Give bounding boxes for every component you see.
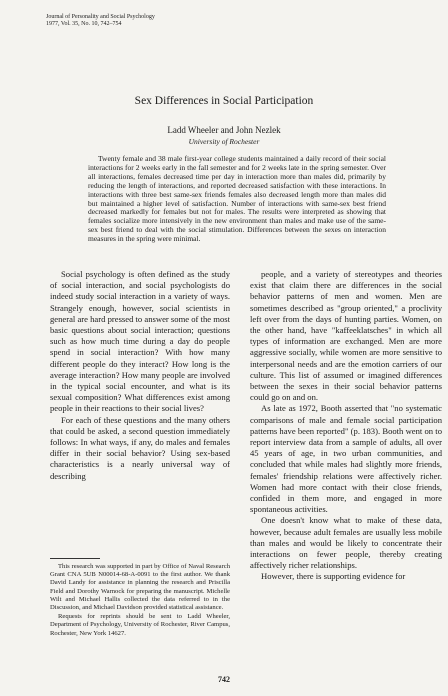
article-title: Sex Differences in Social Participation [134,95,314,107]
footnote [50,563,230,639]
journal-name: Journal of Personality and Social Psychology [46,14,155,20]
right-column [250,269,442,583]
body-paragraph: As late as 1972, Booth asserted that "no systematic comparisons of male and female social participation patterns have been reported" (p. 183). Booth went on to report interview data from a sample of adults, all over 45 years of age, in two urban communities, and concluded that while males had slightly more friends, females' friendship relations were affectively richer. Women had more contact with their close friends, confided in them more, and engaged in more spontaneous activities. [250,403,442,515]
journal-volume: 1977, Vol. 35, No. 10, 742–754 [46,20,122,27]
body-paragraph: However, there is supporting evidence for [261,571,406,582]
body-paragraph: people, and a variety of stereotypes and theories exist that claim there are differences in the social behavior patterns of men and women. Men are sometimes described as "group oriented," a proclivity left over from the days of hunting parties. Women, on the other hand, have "kaffeeklatsches" in which all types of information are exchanged. Men are more aggressive socially, while women are more sensitive to interpersonal needs and are the emotion carriers of our culture. This list of assumed or imagined differences between the sexes in their social behavior patterns could go on and on. [250,269,442,403]
page-number: 742 [218,675,230,684]
abstract: Twenty female and 38 male first-year college students maintained a daily record of their social interactions for 2 weeks early in the fall semester and for 2 weeks late in the spring semester. Over all interactions, females decreased time per day in interaction more than males did, primarily by reducing the length of interactions, and reported decreased satisfaction with these interactions. In interactions with three best same-sex friends females also decreased length more than males did but maintained a higher level of satisfaction. Number of interactions with same-sex best friend decreased markedly for females but not for males. The results were interpreted as showing that females socialize more intensively in the new environment than males and make use of the same-sex best friend to deal with the social stimulation. Differences between the sexes on interaction measures in the spring were minimal. [88,154,386,244]
footnote-reprint-request: Requests for reprints should be sent to Ladd Wheeler, Department of Psychology, University of Rochester, River Campus, Rochester, New York 14627. [50,613,230,637]
body-paragraph: Social psychology is often defined as the study of social interaction, and social psychologists do indeed study social interaction in a variety of ways. Strangely enough, however, social scientists in general are hard pressed to answer some of the most basic questions about social interaction; questions such as how much time during a day do people spend in social interaction? With how many different people do they interact? How long is the average interaction? How many people are involved in the typical social encounter, and what is its sexual composition? What differences exist among people in their reactions to their social lives? [50,269,230,414]
journal-header [46,14,155,27]
body-paragraph: For each of these questions and the many others that could be asked, a second question immediately follows: In what ways, if any, do males and females differ in their social behavior? Using sex-based characteristics is a nearly universal way of describing [50,414,230,481]
left-column [50,269,230,482]
body-paragraph: One doesn't know what to make of these data, however, because adult females are usually less mobile than males and would be likely to concentrate their interactions on fewer people, thereby creating affectively richer relationships. [250,515,442,571]
footnote-acknowledgment: This research was supported in part by Office of Naval Research Grant CNA 5UB N00014-68-A-0091 to the first author. We thank David Landy for assistance in planning the research and Priscilla Field and Dorothy Warnock for preparing the manuscript. Michelle Wilt and Michael Hallis collected the data referred to in the Discussion, and Michael Davidson provided statistical assistance. [50,563,230,612]
article-authors: Ladd Wheeler and John Nezlek [167,125,281,135]
footnote-divider [50,558,100,559]
author-affiliation: University of Rochester [188,137,260,146]
